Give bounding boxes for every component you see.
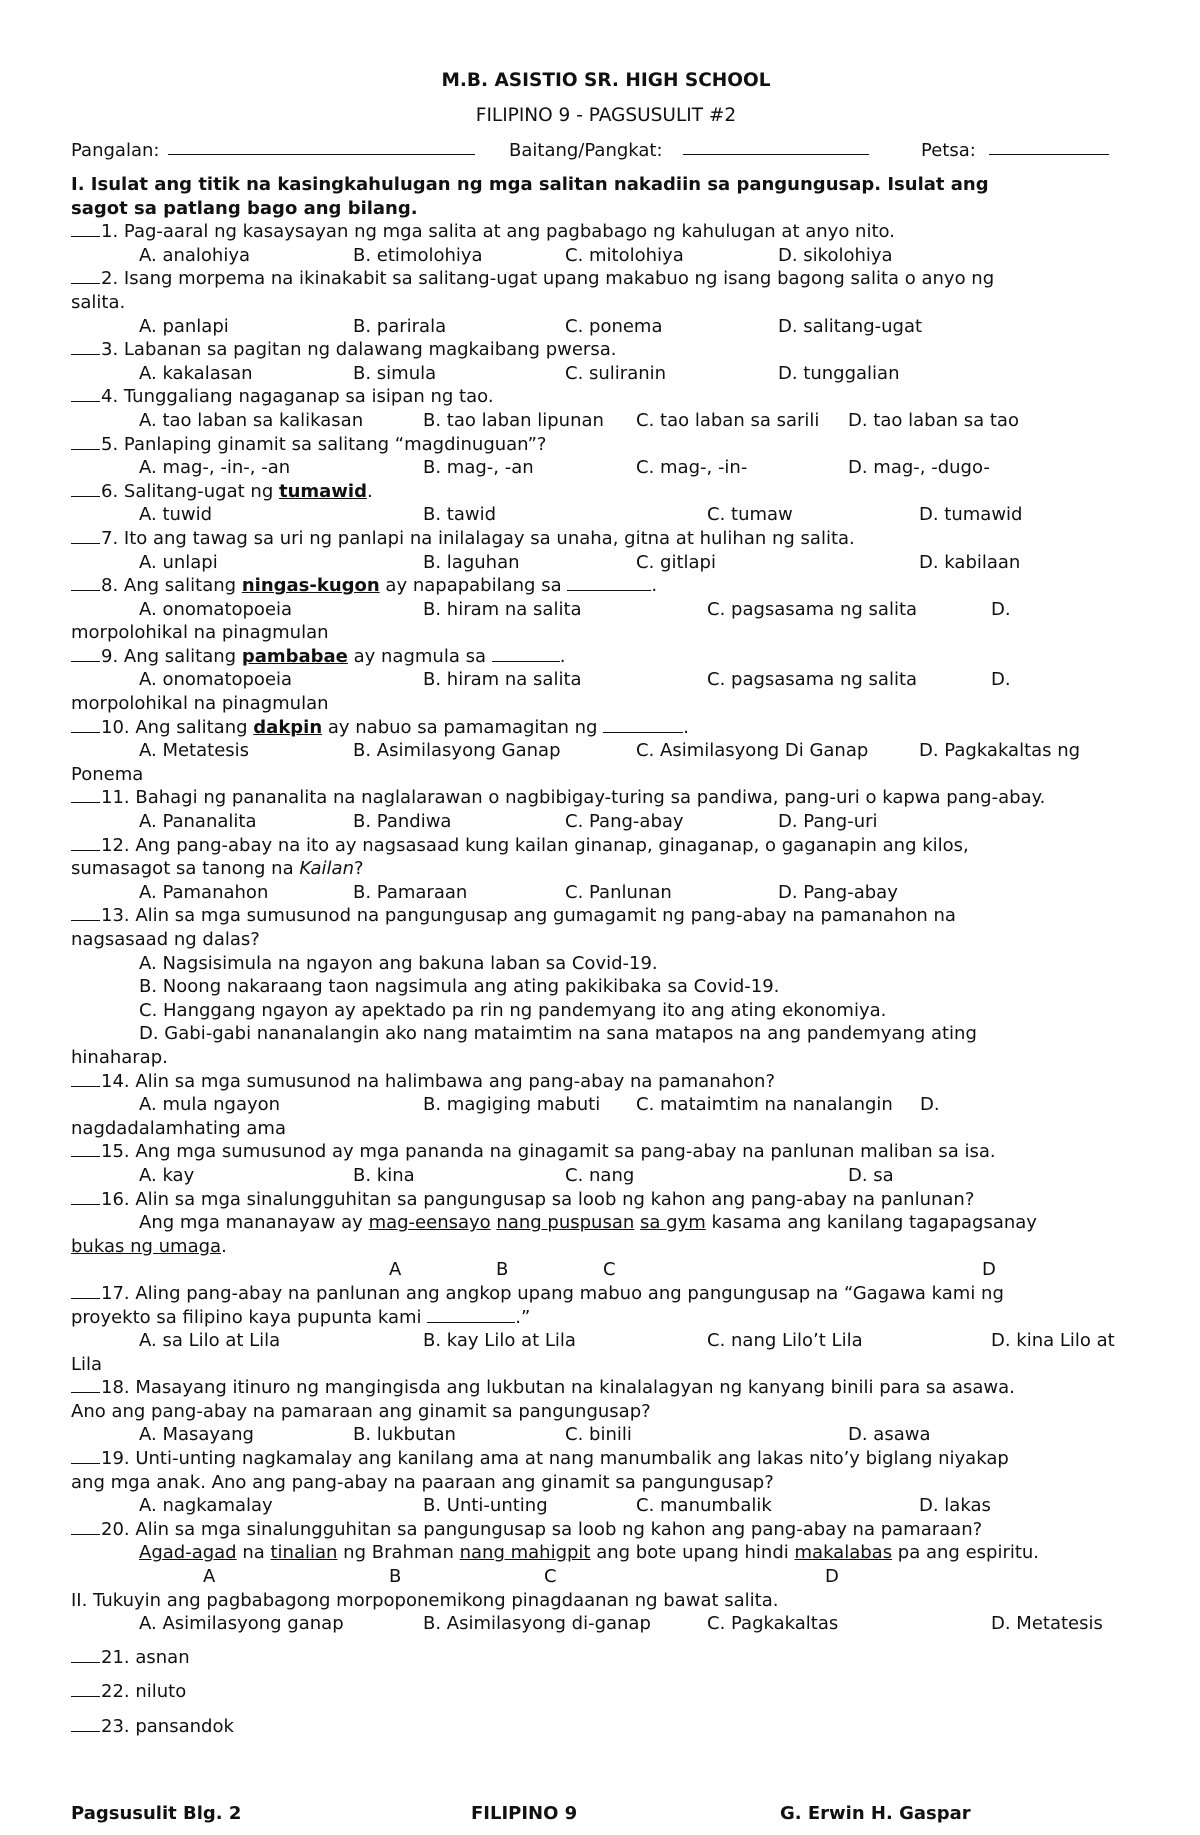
answer-blank-22[interactable]: [71, 1680, 100, 1697]
answer-blank-11[interactable]: [71, 786, 100, 803]
choices-13b-row: [71, 975, 1141, 999]
choice-5a[interactable]: A. mag-, -in-, -an: [139, 457, 291, 479]
choice-11c[interactable]: C. Pang-abay: [565, 811, 684, 833]
answer-blank-15[interactable]: [71, 1140, 100, 1157]
question-20: 20. Alin sa mga sinalungguhitan sa pangungusap sa loob ng kahon ang pang-abay na pamaraan?: [71, 1518, 1141, 1542]
choice-1a[interactable]: A. analohiya: [139, 244, 251, 266]
choice-part2a: A. Asimilasyong ganap: [139, 1613, 344, 1635]
labels-20: [71, 1565, 1141, 1589]
question-4: 4. Tunggaliang nagaganap sa isipan ng tao.: [71, 385, 1141, 409]
answer-blank-13[interactable]: [71, 904, 100, 921]
choices-3: [71, 362, 1141, 386]
choices-9: [71, 668, 1141, 692]
fill-blank-17[interactable]: [427, 1307, 515, 1323]
choices-8: [71, 598, 1141, 622]
choice-13d[interactable]: D. Gabi-gabi nananalangin ako nang mataimtim na sana matapos na ang pandemyang ating: [139, 1023, 977, 1045]
choices-6: [71, 503, 1141, 527]
choice-14c[interactable]: C. mataimtim na nanalangin: [636, 1094, 893, 1116]
choice-17d[interactable]: D. kina Lilo at: [991, 1330, 1115, 1352]
question-17-cont: proyekto sa filipino kaya pupunta kami .”: [71, 1306, 531, 1328]
underlined-d-20: makalabas: [794, 1542, 893, 1564]
choice-9c[interactable]: C. pagsasama ng salita: [707, 669, 918, 691]
choices-18: [71, 1423, 1141, 1447]
choice-part2b: B. Asimilasyong di-ganap: [423, 1613, 651, 1635]
question-12: 12. Ang pang-abay na ito ay nagsasaad kung kailan ginanap, ginaganap, o gaganapin ang kilos,: [71, 834, 1141, 858]
date-label: Petsa:: [921, 140, 976, 161]
question-7: 7. Ito ang tawag sa uri ng panlapi na inilalagay sa unaha, gitna at hulihan ng salita.: [71, 527, 1141, 551]
answer-blank-8[interactable]: [71, 574, 100, 591]
choice-18d[interactable]: D. asawa: [848, 1424, 931, 1446]
answer-blank-1[interactable]: [71, 220, 100, 237]
label-20b: B: [389, 1566, 402, 1588]
choice-13c[interactable]: C. Hanggang ngayon ay apektado pa rin ng pandemyang ito ang ating ekonomiya.: [139, 999, 887, 1021]
name-label: Pangalan:: [71, 140, 160, 161]
question-3: 3. Labanan sa pagitan ng dalawang magkaibang pwersa.: [71, 338, 1141, 362]
choice-13d-cont: hinaharap.: [71, 1046, 168, 1068]
choices-1: [71, 244, 1141, 268]
answer-blank-6[interactable]: [71, 480, 100, 497]
choice-3a[interactable]: A. kakalasan: [139, 362, 253, 384]
choice-13a[interactable]: A. Nagsisimula na ngayon ang bakuna laban sa Covid-19.: [139, 952, 658, 974]
footer: [71, 1803, 1141, 1827]
labels-16: [71, 1258, 1141, 1282]
exam-title: FILIPINO 9 - PAGSUSULIT #2: [475, 105, 737, 126]
choice-15d[interactable]: D. sa: [848, 1164, 894, 1186]
keyword-ningas-kugon: ningas-kugon: [241, 575, 380, 597]
choices-13d-row: [71, 1022, 1141, 1046]
question-22: 22. niluto: [71, 1680, 1141, 1704]
question-2: 2. Isang morpema na ikinakabit sa salitang-ugat upang makabuo ng isang bagong salita o anyo ng: [71, 267, 1141, 291]
choice-17a[interactable]: A. sa Lilo at Lila: [139, 1330, 281, 1352]
underlined-b-16: nang puspusan: [496, 1212, 635, 1234]
choice-11b[interactable]: B. Pandiwa: [353, 811, 452, 833]
student-info-row: [71, 140, 1141, 164]
choice-15b[interactable]: B. kina: [353, 1164, 415, 1186]
date-blank[interactable]: [989, 138, 1109, 160]
part1-instructions-line1: I. Isulat ang titik na kasingkahulugan ng mga salitan nakadiin sa pangungusap. Isulat ang: [71, 174, 989, 195]
exam-body: [71, 173, 1141, 1738]
question-12-cont: sumasagot sa tanong na Kailan?: [71, 858, 364, 880]
label-20d: D: [825, 1566, 839, 1588]
choices-12: [71, 881, 1141, 905]
answer-blank-2[interactable]: [71, 267, 100, 284]
label-16c: C: [603, 1259, 616, 1281]
choice-15c[interactable]: C. nang: [565, 1164, 635, 1186]
choice-4b[interactable]: B. tao laban lipunan: [423, 409, 604, 431]
choice-19c[interactable]: C. manumbalik: [636, 1495, 772, 1517]
choice-9d-cont: morpolohikal na pinagmulan: [71, 693, 329, 715]
choice-18b[interactable]: B. lukbutan: [353, 1424, 456, 1446]
choice-12a[interactable]: A. Pamanahon: [139, 881, 269, 903]
grade-label: Baitang/Pangkat:: [509, 140, 663, 161]
question-18-cont: Ano ang pang-abay na pamaraan ang ginamit sa pangungusap?: [71, 1400, 651, 1422]
question-20-sentence: Agad-agad na tinalian ng Brahman nang mahigpit ang bote upang hindi makalabas pa ang espiritu.: [139, 1542, 1040, 1564]
answer-blank-10[interactable]: [71, 716, 100, 733]
choices-13c-row: [71, 999, 1141, 1023]
choice-19b[interactable]: B. Unti-unting: [423, 1495, 548, 1517]
keyword-dakpin: dakpin: [253, 716, 323, 738]
choice-5c[interactable]: C. mag-, -in-: [636, 457, 748, 479]
choices-15: [71, 1164, 1141, 1188]
answer-blank-12[interactable]: [71, 834, 100, 851]
choice-4d[interactable]: D. tao laban sa tao: [848, 409, 1019, 431]
label-20a: A: [203, 1566, 216, 1588]
footer-right: G. Erwin H. Gaspar: [780, 1803, 971, 1824]
choice-8c[interactable]: C. pagsasama ng salita: [707, 598, 918, 620]
question-14: 14. Alin sa mga sumusunod na halimbawa ang pang-abay na pamanahon?: [71, 1070, 1141, 1094]
choice-14b[interactable]: B. magiging mabuti: [423, 1094, 601, 1116]
question-11: 11. Bahagi ng pananalita na naglalarawan o nagbibigay-turing sa pandiwa, pang-uri o kapwa pang-abay.: [71, 786, 1141, 810]
choice-part2c: C. Pagkakaltas: [707, 1613, 839, 1635]
choices-10: [71, 739, 1141, 763]
fill-blank-9[interactable]: [492, 646, 560, 662]
part1-instructions-line2: sagot sa patlang bago ang bilang.: [71, 197, 418, 219]
choice-1b[interactable]: B. etimolohiya: [353, 244, 483, 266]
label-16d: D: [982, 1259, 996, 1281]
answer-blank-23[interactable]: [71, 1715, 100, 1732]
choice-18c[interactable]: C. binili: [565, 1424, 632, 1446]
choice-17c[interactable]: C. nang Lilo’t Lila: [707, 1330, 863, 1352]
question-5: 5. Panlaping ginamit sa salitang “magdinuguan”?: [71, 433, 1141, 457]
fill-blank-8[interactable]: [567, 575, 651, 591]
choice-13b[interactable]: B. Noong nakaraang taon nagsimula ang ating pakikibaka sa Covid-19.: [139, 976, 780, 998]
underlined-c-20: nang mahigpit: [459, 1542, 591, 1564]
question-19-cont: ang mga anak. Ano ang pang-abay na paaraan ang ginamit sa pangungusap?: [71, 1471, 774, 1493]
choices-5: [71, 456, 1141, 480]
choice-9d[interactable]: D.: [991, 669, 1011, 691]
choice-4a[interactable]: A. tao laban sa kalikasan: [139, 409, 364, 431]
part2-instructions: II. Tukuyin ang pagbabagong morpoponemikong pinagdaanan ng bawat salita.: [71, 1589, 779, 1611]
choices-7: [71, 551, 1141, 575]
choice-14a[interactable]: A. mula ngayon: [139, 1094, 281, 1116]
choice-9b[interactable]: B. hiram na salita: [423, 669, 582, 691]
choice-12d[interactable]: D. Pang-abay: [778, 881, 898, 903]
choice-part2d: D. Metatesis: [991, 1613, 1103, 1635]
question-2-cont: salita.: [71, 291, 126, 313]
question-18: 18. Masayang itinuro ng mangingisda ang lukbutan na kinalalagyan ng kanyang binili para sa asawa.: [71, 1376, 1141, 1400]
choice-6d[interactable]: D. tumawid: [919, 504, 1023, 526]
choices-11: [71, 810, 1141, 834]
choices-19: [71, 1494, 1141, 1518]
choice-8d[interactable]: D.: [991, 598, 1011, 620]
choice-17b[interactable]: B. kay Lilo at Lila: [423, 1330, 576, 1352]
choice-19d[interactable]: D. lakas: [919, 1495, 991, 1517]
choice-2a[interactable]: A. panlapi: [139, 315, 229, 337]
choice-12b[interactable]: B. Pamaraan: [353, 881, 468, 903]
question-13: 13. Alin sa mga sumusunod na pangungusap ang gumagamit ng pang-abay na pamanahon na: [71, 904, 1141, 928]
label-16a: A: [389, 1259, 402, 1281]
choice-10d[interactable]: D. Pagkakaltas ng: [919, 740, 1081, 762]
choice-11a[interactable]: A. Pananalita: [139, 811, 257, 833]
choice-8a[interactable]: A. onomatopoeia: [139, 598, 293, 620]
question-23: 23. pansandok: [71, 1715, 1141, 1739]
choice-15a[interactable]: A. kay: [139, 1164, 195, 1186]
choices-13a-row: [71, 952, 1141, 976]
choice-10b[interactable]: B. Asimilasyong Ganap: [353, 740, 561, 762]
choice-14d[interactable]: D.: [920, 1094, 940, 1116]
answer-blank-3[interactable]: [71, 338, 100, 355]
fill-blank-10[interactable]: [603, 717, 683, 733]
choices-14: [71, 1093, 1141, 1117]
question-21: 21. asnan: [71, 1646, 1141, 1670]
grade-blank[interactable]: [683, 138, 869, 160]
answer-blank-19[interactable]: [71, 1447, 100, 1464]
footer-center: FILIPINO 9: [471, 1803, 578, 1824]
choice-3d[interactable]: D. tunggalian: [778, 362, 900, 384]
answer-blank-18[interactable]: [71, 1376, 100, 1393]
question-16-sentence-cont: bukas ng umaga.: [71, 1235, 227, 1257]
question-17: 17. Aling pang-abay na panlunan ang angkop upang mabuo ang pangungusap na “Gagawa kami ng: [71, 1282, 1141, 1306]
question-10: 10. Ang salitang dakpin ay nabuo sa pamamagitan ng .: [71, 716, 1141, 740]
choice-2b[interactable]: B. parirala: [353, 315, 447, 337]
choices-17: [71, 1329, 1141, 1353]
underlined-d-16: bukas ng umaga: [71, 1235, 222, 1257]
choice-8d-cont: morpolohikal na pinagmulan: [71, 622, 329, 644]
choice-5b[interactable]: B. mag-, -an: [423, 457, 534, 479]
question-8: 8. Ang salitang ningas-kugon ay napapabilang sa .: [71, 574, 1141, 598]
underlined-a-16: mag-eensayo: [368, 1212, 491, 1234]
choice-1c[interactable]: C. mitolohiya: [565, 244, 684, 266]
answer-blank-7[interactable]: [71, 527, 100, 544]
underlined-a-20: Agad-agad: [139, 1542, 237, 1564]
choice-12c[interactable]: C. Panlunan: [565, 881, 672, 903]
question-16: 16. Alin sa mga sinalungguhitan sa pangungusap sa loob ng kahon ang pang-abay na panlunan?: [71, 1188, 1141, 1212]
footer-left: Pagsusulit Blg. 2: [71, 1803, 242, 1824]
choice-1d[interactable]: D. sikolohiya: [778, 244, 893, 266]
question-16-sentence: Ang mga mananayaw ay mag-eensayo nang puspusan sa gym kasama ang kanilang tagapagsanay: [139, 1212, 1037, 1234]
choice-18a[interactable]: A. Masayang: [139, 1424, 254, 1446]
choice-19a[interactable]: A. nagkamalay: [139, 1495, 273, 1517]
underlined-c-16: sa gym: [640, 1212, 706, 1234]
choice-9a[interactable]: A. onomatopoeia: [139, 669, 293, 691]
choice-10d-cont: Ponema: [71, 763, 144, 785]
underlined-b-20: tinalian: [270, 1542, 338, 1564]
choice-2c[interactable]: C. ponema: [565, 315, 663, 337]
answer-blank-16[interactable]: [71, 1188, 100, 1205]
choice-17d-cont: Lila: [71, 1353, 103, 1375]
choice-7b[interactable]: B. laguhan: [423, 551, 520, 573]
choice-7c[interactable]: C. gitlapi: [636, 551, 716, 573]
choice-3b[interactable]: B. simula: [353, 362, 437, 384]
choice-2d[interactable]: D. salitang-ugat: [778, 315, 923, 337]
choice-3c[interactable]: C. suliranin: [565, 362, 667, 384]
choice-6a[interactable]: A. tuwid: [139, 504, 213, 526]
keyword-pambabae: pambabae: [241, 645, 348, 667]
answer-blank-14[interactable]: [71, 1070, 100, 1087]
choice-8b[interactable]: B. hiram na salita: [423, 598, 582, 620]
choice-6c[interactable]: C. tumaw: [707, 504, 793, 526]
choice-7a[interactable]: A. unlapi: [139, 551, 218, 573]
label-16b: B: [496, 1259, 509, 1281]
question-13-cont: nagsasaad ng dalas?: [71, 929, 260, 950]
name-blank[interactable]: [168, 138, 475, 160]
choices-2: [71, 315, 1141, 339]
choices-4: [71, 409, 1141, 433]
label-20c: C: [544, 1566, 557, 1588]
choice-7d[interactable]: D. kabilaan: [919, 551, 1021, 573]
school-name: M.B. ASISTIO SR. HIGH SCHOOL: [441, 70, 771, 91]
choice-6b[interactable]: B. tawid: [423, 504, 497, 526]
answer-blank-21[interactable]: [71, 1646, 100, 1663]
question-15: 15. Ang mga sumusunod ay mga pananda na ginagamit sa pang-abay na panlunan maliban sa isa.: [71, 1140, 1141, 1164]
choice-5d[interactable]: D. mag-, -dugo-: [848, 457, 990, 479]
choice-4c[interactable]: C. tao laban sa sarili: [636, 409, 820, 431]
choice-10c[interactable]: C. Asimilasyong Di Ganap: [636, 740, 869, 762]
choice-14d-cont: nagdadalamhating ama: [71, 1117, 286, 1139]
choice-10a[interactable]: A. Metatesis: [139, 740, 250, 762]
answer-blank-20[interactable]: [71, 1518, 100, 1535]
answer-blank-9[interactable]: [71, 645, 100, 662]
question-19: 19. Unti-unting nagkamalay ang kanilang ama at nang manumbalik ang lakas nito’y biglang niyakap: [71, 1447, 1141, 1471]
question-6: 6. Salitang-ugat ng tumawid.: [71, 480, 1141, 504]
answer-blank-5[interactable]: [71, 433, 100, 450]
choices-part2: [71, 1612, 1141, 1636]
choice-11d[interactable]: D. Pang-uri: [778, 811, 878, 833]
question-9: 9. Ang salitang pambabae ay nagmula sa .: [71, 645, 1141, 669]
keyword-tumawid: tumawid: [278, 480, 367, 502]
question-1: 1. Pag-aaral ng kasaysayan ng mga salita at ang pagbabago ng kahulugan at anyo nito.: [71, 220, 1141, 244]
answer-blank-17[interactable]: [71, 1282, 100, 1299]
answer-blank-4[interactable]: [71, 385, 100, 402]
